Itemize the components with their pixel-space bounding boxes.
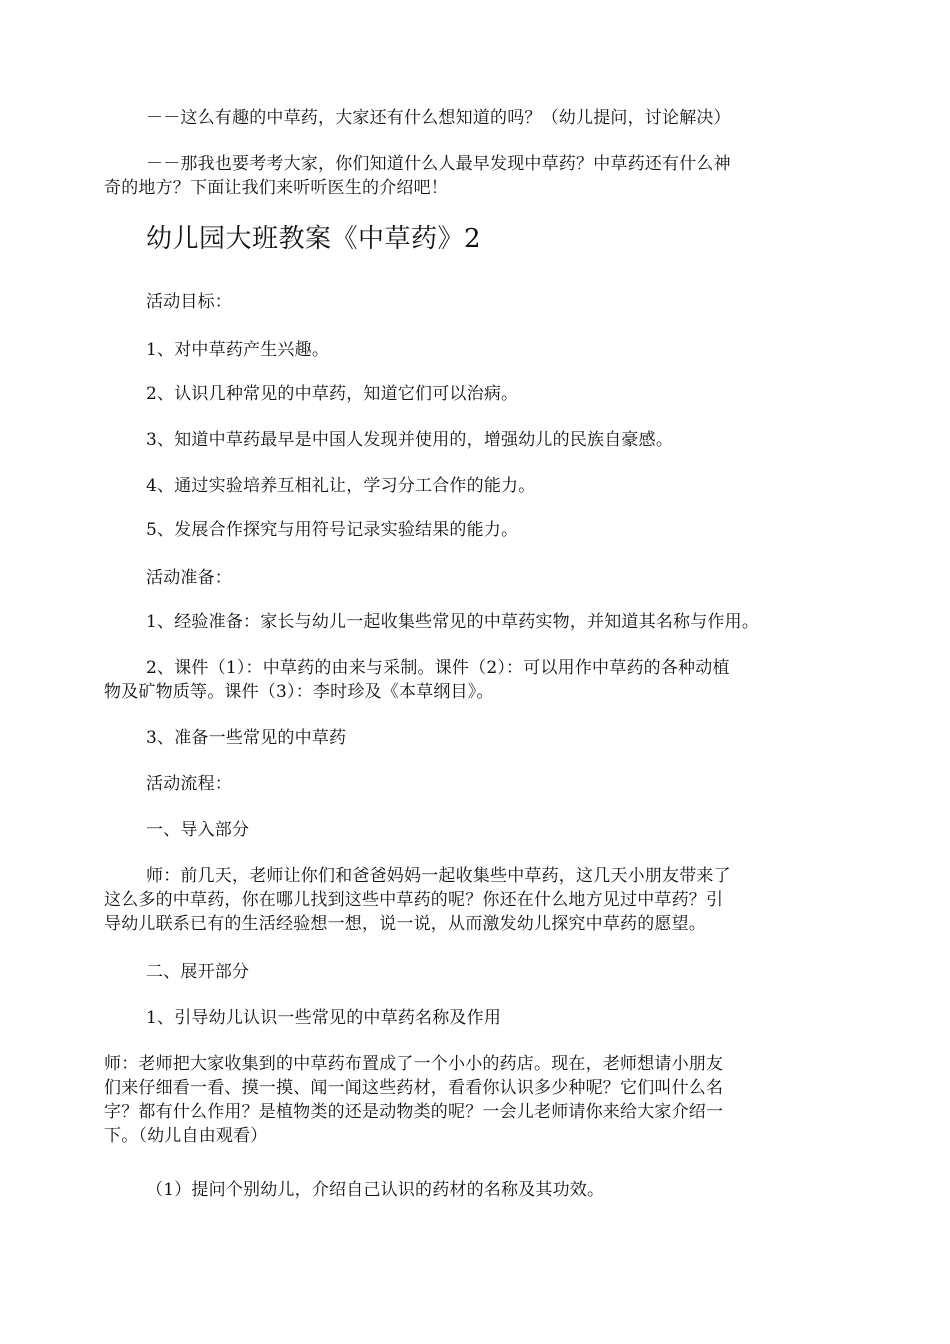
part1-paragraph-line-3: 导幼儿联系已有的生活经验想一想，说一说，从而激发幼儿探究中草药的愿望。 bbox=[104, 914, 706, 934]
prep-item-1: 1、经验准备：家长与幼儿一起收集些常见的中草药实物，并知道其名称与作用。 bbox=[146, 612, 760, 632]
part2-paragraph-line-2: 们来仔细看一看、摸一摸、闻一闻这些药材，看看你认识多少种呢？它们叫什么名 bbox=[104, 1078, 724, 1098]
part1-paragraph bbox=[104, 864, 864, 936]
part1-heading: 一、导入部分 bbox=[146, 820, 250, 840]
goal-item-5: 5、发展合作探究与用符号记录实验结果的能力。 bbox=[146, 520, 519, 540]
intro-paragraph-2 bbox=[104, 152, 864, 200]
part2-item-1: 1、引导幼儿认识一些常见的中草药名称及作用 bbox=[146, 1008, 502, 1028]
goal-item-4: 4、通过实验培养互相礼让，学习分工合作的能力。 bbox=[146, 476, 536, 496]
goal-item-2: 2、认识几种常见的中草药，知道它们可以治病。 bbox=[146, 384, 519, 404]
part2-paragraph bbox=[104, 1052, 864, 1148]
prep-heading: 活动准备： bbox=[146, 568, 232, 588]
flow-heading: 活动流程： bbox=[146, 774, 232, 794]
intro-paragraph-2-line-2: 奇的地方？下面让我们来听听医生的介绍吧！ bbox=[104, 178, 448, 198]
prep-item-2 bbox=[104, 656, 864, 704]
part2-subitem-1: （1）提问个别幼儿，介绍自己认识的药材的名称及其功效。 bbox=[146, 1180, 605, 1200]
part2-paragraph-line-1: 师：老师把大家收集到的中草药布置成了一个小小的药店。现在，老师想请小朋友 bbox=[104, 1054, 724, 1074]
part2-heading: 二、展开部分 bbox=[146, 962, 250, 982]
goal-item-3: 3、知道中草药最早是中国人发现并使用的，增强幼儿的民族自豪感。 bbox=[146, 430, 674, 450]
intro-paragraph-2-line-1: －－那我也要考考大家，你们知道什么人最早发现中草药？中草药还有什么神 bbox=[146, 154, 731, 174]
part1-paragraph-line-2: 这么多的中草药，你在哪儿找到这些中草药的呢？你还在什么地方见过中草药？引 bbox=[104, 890, 724, 910]
prep-item-2-line-2: 物及矿物质等。课件（3）：李时珍及《本草纲目》。 bbox=[104, 682, 494, 702]
prep-item-2-line-1: 2、课件（1）：中草药的由来与采制。课件（2）：可以用作中草药的各种动植 bbox=[146, 658, 730, 678]
goals-heading: 活动目标： bbox=[146, 292, 232, 312]
part2-paragraph-line-4: 下。（幼儿自由观看） bbox=[104, 1126, 268, 1146]
part2-paragraph-line-3: 字？都有什么作用？是植物类的还是动物类的呢？一会儿老师请你来给大家介绍一 bbox=[104, 1102, 724, 1122]
section-title: 幼儿园大班教案《中草药》2 bbox=[146, 224, 482, 254]
prep-item-3: 3、准备一些常见的中草药 bbox=[146, 728, 347, 748]
intro-paragraph-1: －－这么有趣的中草药，大家还有什么想知道的吗？（幼儿提问，讨论解决） bbox=[146, 108, 731, 128]
part1-paragraph-line-1: 师：前几天，老师让你们和爸爸妈妈一起收集些中草药，这几天小朋友带来了 bbox=[146, 866, 731, 886]
goal-item-1: 1、对中草药产生兴趣。 bbox=[146, 340, 330, 360]
